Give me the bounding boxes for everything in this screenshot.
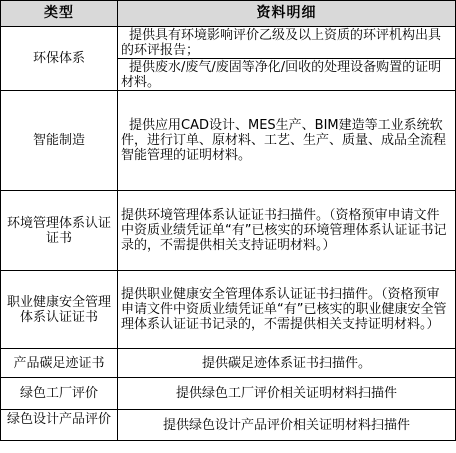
detail-column-header: 资料明细	[118, 1, 456, 27]
row-type-smart-manufacturing: 智能制造	[1, 91, 118, 191]
row-type-ohs-certificate: 职业健康安全管理体系认证证书	[1, 271, 118, 349]
row-type-env-protection: 环保体系	[1, 27, 118, 91]
row-detail-green-factory: 提供绿色工厂评价相关证明材料扫描件	[118, 378, 456, 410]
row-type-carbon-footprint: 产品碳足迹证书	[1, 349, 118, 378]
row-type-ems-certificate: 环境管理体系认证证书	[1, 191, 118, 271]
table-row	[1, 349, 456, 378]
table-header-row	[1, 1, 456, 27]
table-row	[1, 27, 456, 59]
row-detail-ohs-certificate: 提供职业健康安全管理体系认证证书扫描件。（资格预审申请文件中资质业绩凭证单“有”已核实的职业健康安全管理体系认证证书记录的，不需提供相关支持证明材料。）	[118, 271, 456, 349]
row-type-green-design: 绿色设计产品评价	[1, 410, 118, 441]
row-detail-carbon-footprint: 提供碳足迹体系证书扫描件。	[118, 349, 456, 378]
row-detail-smart-manufacturing: 提供应用CAD设计、MES生产、BIM建造等工业系统软件，进行订单、原材料、工艺、生产、质量、成品全流程智能管理的证明材料。	[118, 91, 456, 191]
table-row	[1, 378, 456, 410]
row-detail-env-report: 提供具有环境影响评价乙级及以上资质的环评机构出具的环评报告；	[118, 27, 456, 59]
row-detail-ems-certificate: 提供环境管理体系认证证书扫描件。（资格预审申请文件中资质业绩凭证单“有”已核实的环境管理体系认证证书记录的，不需提供相关支持证明材料。）	[118, 191, 456, 271]
row-type-green-factory: 绿色工厂评价	[1, 378, 118, 410]
table-row	[1, 191, 456, 271]
row-detail-green-design: 提供绿色设计产品评价相关证明材料扫描件	[118, 410, 456, 441]
table-row	[1, 271, 456, 349]
row-detail-env-equipment: 提供废水/废气/废固等净化/回收的处理设备购置的证明材料。	[118, 59, 456, 91]
table-row	[1, 410, 456, 441]
table-row	[1, 91, 456, 191]
type-column-header: 类型	[1, 1, 118, 27]
